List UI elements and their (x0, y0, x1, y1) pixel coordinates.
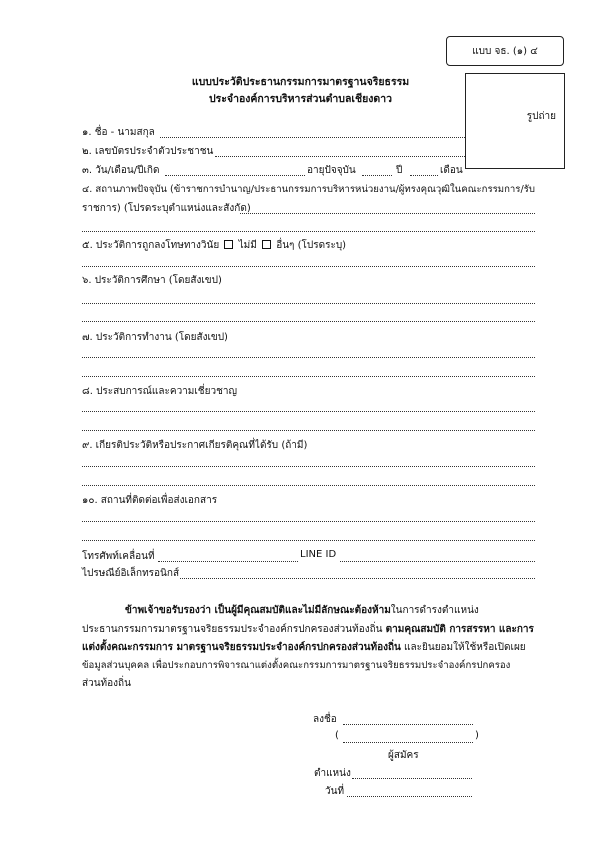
checkbox-no-discipline[interactable] (224, 240, 233, 249)
field-status-label-2: ราชการ) (โปรดระบุตำแหน่งและสังกัด) (82, 203, 251, 214)
field-age-years-input[interactable] (362, 175, 392, 176)
field-honors-input-1[interactable] (82, 466, 535, 467)
field-status-input-2[interactable] (82, 231, 535, 232)
signature-paren-close: ) (475, 730, 479, 741)
field-email-label: ไปรษณีย์อิเล็กทรอนิกส์ (82, 568, 180, 579)
date-label: วันที่ (325, 786, 345, 797)
title-line-2: ประจำองค์การบริหารส่วนตำบลเชียงดาว (208, 93, 392, 105)
signature-label: ลงชื่อ (313, 714, 337, 725)
field-work-input-1[interactable] (82, 357, 535, 358)
declaration-line-1 (125, 603, 479, 618)
field-year-label: ปี (396, 165, 403, 176)
field-work-input-2[interactable] (82, 376, 535, 377)
field-address-input-2[interactable] (82, 540, 535, 541)
field-work-label: ๗. ประวัติการทำงาน (โดยสังเขป) (82, 332, 228, 343)
field-line-label: LINE ID (300, 549, 337, 560)
field-address-label: ๑๐. สถานที่ติดต่อเพื่อส่งเอกสาร (82, 495, 218, 506)
signature-input[interactable] (343, 724, 473, 725)
declaration-3b: และยินยอมให้ใช้หรือเปิดเผย (400, 642, 526, 653)
signature-name-input[interactable] (343, 742, 473, 743)
field-experience-input-1[interactable] (82, 411, 535, 412)
declaration-1b: เป็นผู้มีคุณสมบัติและไม่มีลักษณะต้องห้าม (214, 605, 391, 616)
declaration-1c: ในการดำรงตำแหน่ง (390, 605, 479, 616)
declaration-2a: ประธานกรรมการมาตรฐานจริยธรรมประจำองค์กรปกครองส่วนท้องถิ่น (82, 624, 386, 635)
field-discipline-input[interactable] (82, 266, 535, 267)
declaration-line-4: ข้อมูลส่วนบุคคล เพื่อประกอบการพิจารณาแต่งตั้งคณะกรรมการมาตรฐานจริยธรรมประจำองค์กรปกครอง (82, 660, 511, 671)
field-month-label: เดือน (440, 165, 463, 176)
declaration-line-2 (82, 622, 534, 637)
form-code-box (446, 36, 564, 66)
field-discipline-label: ๕. ประวัติการถูกลงโทษทางวินัย (82, 240, 220, 251)
field-dob-input[interactable] (165, 175, 305, 176)
photo-label: รูปถ่าย (526, 111, 556, 122)
field-dob-label: ๓. วัน/เดือน/ปีเกิด (82, 165, 160, 176)
field-email-input[interactable] (180, 578, 535, 579)
field-honors-input-2[interactable] (82, 485, 535, 486)
field-honors-label: ๙. เกียรติประวัติหรือประกาศเกียรติคุณที่ได้รับ (ถ้ามี) (82, 440, 308, 451)
title-line-1: แบบประวัติประธานกรรมการมาตรฐานจริยธรรม (191, 76, 410, 88)
form-code: แบบ จธ. (๑) ๔ (472, 45, 538, 57)
field-line-input[interactable] (340, 561, 535, 562)
field-id-input[interactable] (215, 156, 465, 157)
field-experience-input-2[interactable] (82, 430, 535, 431)
field-name-input[interactable] (160, 137, 465, 138)
signature-paren-open: ( (335, 730, 339, 741)
declaration-line-3 (82, 640, 526, 655)
checkbox-other-discipline[interactable] (262, 240, 271, 249)
position-label: ตำแหน่ง (314, 768, 351, 779)
field-education-input-2[interactable] (82, 321, 535, 322)
position-input[interactable] (352, 778, 472, 779)
field-education-input-1[interactable] (82, 303, 535, 304)
declaration-1a: ข้าพเจ้าขอรับรองว่า (125, 605, 215, 616)
field-name-label: ๑. ชื่อ - นามสกุล (82, 127, 155, 138)
declaration-line-5: ส่วนท้องถิ่น (82, 678, 131, 689)
field-id-label: ๒. เลขบัตรประจำตัวประชาชน (82, 146, 214, 157)
field-status-label-1: ๔. สถานภาพปัจจุบัน (ข้าราชการบำนาญ/ประธานกรรมการบริหารหน่วยงาน/ผู้ทรงคุณวุฒิในคณะกรรมการ/รับ (82, 184, 535, 195)
date-input[interactable] (347, 796, 472, 797)
field-discipline-row (82, 238, 346, 253)
field-age-label: อายุปัจจุบัน (307, 165, 356, 176)
applicant-label: ผู้สมัคร (388, 750, 419, 761)
field-phone-label: โทรศัพท์เคลื่อนที่ (82, 551, 155, 562)
photo-box (465, 73, 565, 169)
field-address-input-1[interactable] (82, 521, 535, 522)
field-experience-label: ๘. ประสบการณ์และความเชี่ยวชาญ (82, 386, 237, 397)
declaration-2b: ตามคุณสมบัติ การสรรหา และการ (385, 624, 534, 635)
checkbox-no-label: ไม่มี (238, 240, 257, 251)
checkbox-other-label: อื่นๆ (โปรดระบุ) (276, 240, 347, 251)
field-phone-input[interactable] (158, 561, 298, 562)
field-status-input-1[interactable] (240, 213, 535, 214)
declaration-3a: แต่งตั้งคณะกรรมการ มาตรฐานจริยธรรมประจำองค์กรปกครองส่วนท้องถิ่น (82, 642, 401, 653)
field-age-months-input[interactable] (410, 175, 438, 176)
field-education-label: ๖. ประวัติการศึกษา (โดยสังเขป) (82, 275, 222, 286)
